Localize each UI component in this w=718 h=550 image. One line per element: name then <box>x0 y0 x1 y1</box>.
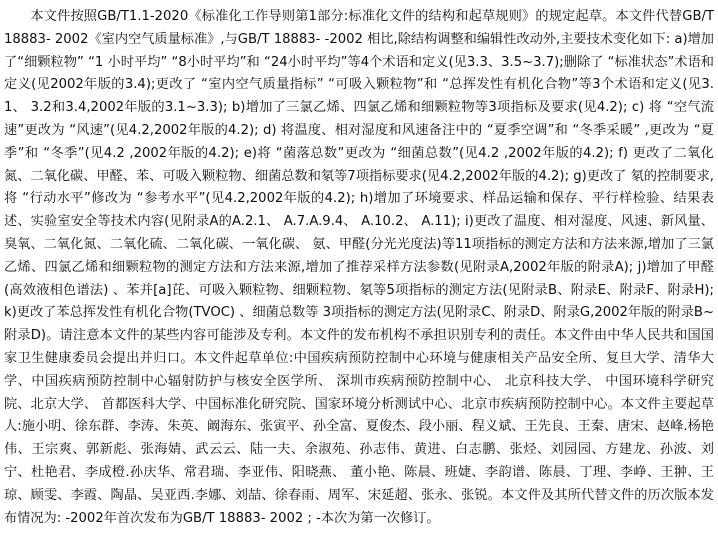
foreword-paragraph: 本文件按照GB/T1.1-2020《标准化工作导则第1部分:标准化文件的结构和起草规则》的规定起草。本文件代替GB/T 18883- 2002《室内空气质量标准》,与GB/T 18883- -2002 相比,除结构调整和编辑性改动外,主要技术变化如下: a)增加了“细颗粒物” “1 小时平均” “8小时平均”和 “24小时平均”等4个术语和定义(见3.3、3.5~3.7);删除了 “标准状态”术语和定义(见2002年版的3.4);更改了 “室内空气质量指标” “可吸入颗粒物”和 “总挥发性有机化合物”等3个术语和定义(见3.1、 3.2和3.4,2002年版的3.1~3.3); b)增加了三氯乙烯、四氯乙烯和细颗粒物等3项指标及要求(见4.2); c) 将 “空气流速”更改为 “风速”(见4.2,2002年版的4.2); d) 将温度、相对湿度和风速备注中的 “夏季空调”和 “冬季采暖” ,更改为 “夏季”和 “冬季”(见4.2 ,2002年版的4.2); e)将 “菌落总数”更改为 “细菌总数”(见4.2 ,2002年版的4.2); f) 更改了二氧化氮、二氧化碳、甲醛、苯、可吸入颗粒物、细菌总数和氡等7项指标要求(见4.2,2002年版的4.2); g)更改了 氡的控制要求,将 “行动水平”修改为 “参考水平”(见4.2,2002年版的4.2); h)增加了环境要求、样品运输和保存、平行样检验、结果表述、实验室安全等技术内容(见附录A的A.2.1、 A.7.A.9.4、 A.10.2、 A.11); i)更改了温度、相对湿度、风速、新风量、臭氧、二氧化氮、二氧化硫、二氧化碳、一氧化碳、 氨、甲醛(分光光度法)等11项指标的测定方法和方法来源,增加了三氯乙烯、四氯乙烯和细颗粒物的测定方法和方法来源,增加了推荐采样方法参数(见附录A,2002年版的附录A); j)增加了甲醛(高效液相色谱法) 、苯并[a]芘、可吸入颗粒物、细颗粒物、氡等5项指标的测定方法(见附录B、附录E、附录F、附录H); k)更改了苯总挥发性有机化合物(TVOC) 、细菌总数等 3项指标的测定方法(见附录C、附录D、附录G,2002年版的附录B~附录D)。请注意本文件的某些内容可能涉及专利。本文件的发布机构不承担识别专利的责任。本文件由中华人民共和国国家卫生健康委员会提出并归口。本文件起草单位:中国疾病预防控制中心环境与健康相关产品安全所、复旦大学、清华大学、中国疾病预防控制中心辐射防护与核安全医学所、 深圳市疾病预防控制中心、 北京科技大学、 中国环境科学研究院、北京大学、 首都医科大学、中国标准化研究院、国家环境分析测试中心、北京市疾病预防控制中心。本文件主要起草人:施小明、徐东群、李涛、朱英、阚海东、张寅平、孙全富、夏俊杰、段小丽、程义斌、王先良、王秦、唐宋、赵峰.杨艳伟、王宗爽、郭新彪、张海婧、武云云、陆一夫、余淑苑、孙志伟、黄进、白志鹏、张烃、刘园园、方建龙、孙波、刘宁、杜艳君、李成橙.孙庆华、常君瑞、李亚伟、阳晓燕、 董小艳、陈晨、班婕、李韵谱、陈晨、丁理、李峥、王翀、王琼、顾雯、李霞、陶晶、吴亚西.李娜、刘喆、徐春雨、周军、宋延超、张永、张锐。本文件及其所代替文件的历次版本发布情况为: -2002年首次发布为GB/T 18883- 2002 ; -本次为第一次修订。 <box>4 9 714 526</box>
